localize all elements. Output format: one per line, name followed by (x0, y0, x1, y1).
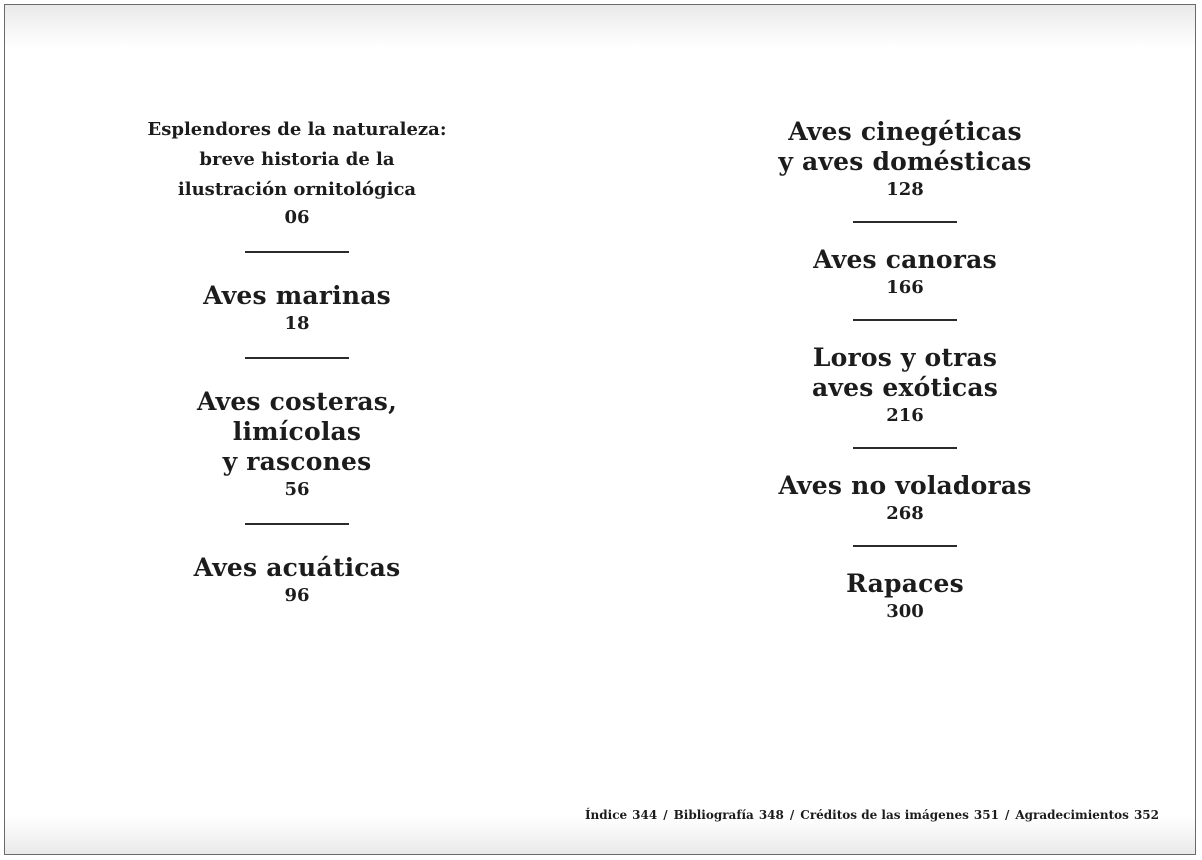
footer-separator: / (1004, 808, 1010, 822)
toc-entry (725, 245, 1085, 301)
toc-entry-page: 56 (284, 479, 310, 500)
toc-entry-title: Esplendores de la naturaleza: breve historia de la ilustración ornitológica (147, 119, 447, 200)
toc-divider (853, 319, 957, 321)
footer-item-page: 351 (973, 808, 999, 822)
footer-item-label: Bibliografía (673, 808, 754, 822)
footer-item-page: 344 (632, 808, 658, 822)
toc-divider (245, 251, 349, 253)
toc-divider (853, 221, 957, 223)
toc-entry-title: Aves acuáticas (193, 553, 401, 582)
toc-entry-page: 166 (886, 277, 924, 298)
footer-separator: / (789, 808, 795, 822)
toc-entry (725, 343, 1085, 429)
toc-entry-page: 06 (284, 207, 310, 228)
toc-entry-page: 18 (284, 313, 310, 334)
toc-entry-title: Rapaces (846, 569, 964, 598)
page-top-shadow (5, 5, 1195, 49)
footer-item-page: 348 (758, 808, 784, 822)
footer-item-label: Agradecimientos (1015, 808, 1129, 822)
toc-entry (725, 569, 1085, 625)
toc-divider (853, 545, 957, 547)
toc-entry (117, 281, 477, 337)
toc-entry-page: 96 (284, 585, 310, 606)
toc-entry-title: Loros y otras aves exóticas (811, 343, 999, 402)
toc-entry-page: 128 (886, 179, 924, 200)
toc-entry-page: 300 (886, 601, 924, 622)
back-matter-index (585, 808, 1159, 822)
toc-entry (725, 117, 1085, 203)
toc-entry-title: Aves cinegéticas y aves domésticas (778, 117, 1032, 176)
toc-page (4, 4, 1196, 855)
toc-entry-title: Aves costeras, limícolas y rascones (197, 387, 397, 476)
toc-entry (117, 553, 477, 609)
toc-entry-title: Aves no voladoras (778, 471, 1032, 500)
toc-entry-page: 216 (886, 405, 924, 426)
footer-separator: / (663, 808, 668, 822)
footer-item-page: 352 (1133, 808, 1159, 822)
toc-entry-title: Aves canoras (813, 245, 997, 274)
toc-right-column (725, 117, 1085, 625)
toc-entry (117, 115, 477, 231)
toc-entry (117, 387, 477, 503)
toc-left-column (117, 115, 477, 609)
footer-item-label: Créditos de las imágenes (800, 808, 969, 822)
toc-divider (245, 523, 349, 525)
toc-entry (725, 471, 1085, 527)
toc-entry-page: 268 (886, 503, 924, 524)
toc-divider (853, 447, 957, 449)
footer-item-label: Índice (584, 808, 628, 822)
toc-entry-title: Aves marinas (203, 281, 391, 310)
toc-divider (245, 357, 349, 359)
